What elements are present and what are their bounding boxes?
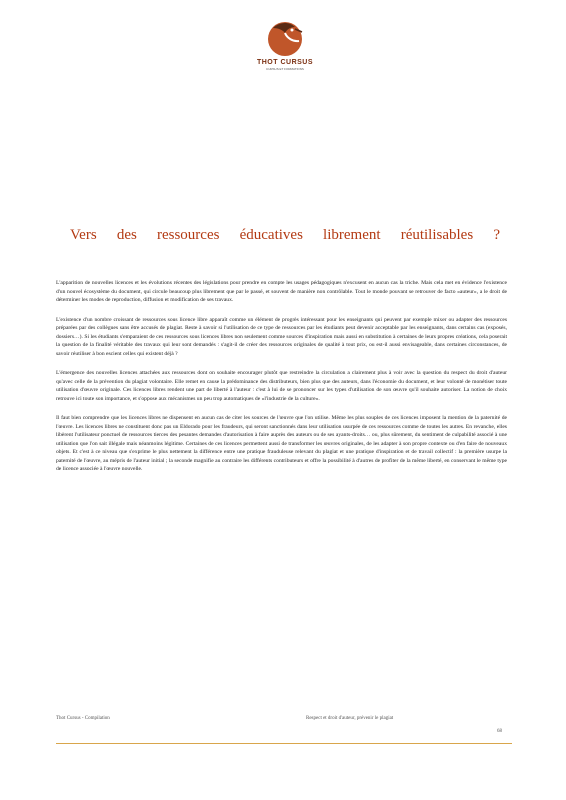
- footer-divider: [56, 743, 512, 744]
- footer-left-text: Thot Cursus - Compilation: [56, 716, 110, 721]
- brand-name: THOT CURSUS: [256, 59, 314, 66]
- paragraph: Il faut bien comprendre que les licences libres ne dispensent en aucun cas de citer les sources de l'œuvre que l'on utilise. Même les plus souples de ces licences imposent la mention de la paternité de l'œuvre. Les licences libres ne constituent donc pas un Eldorado pour les fraudeurs, qui seront sanctionnés dans leur utilisation usurpée de ces ressources comme de toutes les autres. En revanche, elles libèrent l'utilisateur ponctuel de ressources tierces des pesantes demandes d'autorisation à faire auprès des auteurs ou de ses ayants-droits… ou, plus sûrement, du sentiment de culpabilité associé à une utilisation que l'on sait illégale mais néanmoins légitime. Certaines de ces licences permettent aussi de transformer les œuvres originales, de les adapter à son propre contexte ou d'en faire de nouveaux objets. Et c'est à ce niveau que s'exprime le plus nettement la différence entre une pratique frauduleuse relevant du plagiat et une pratique d'inspiration et de travail collectif : la première usurpe la paternité de l'œuvre, au mépris de l'auteur initial ; la seconde magnifie au contraire les différents contributeurs et offre la possibilité à d'autres de profiter de la même liberté, en conservant le même type de licence associée à l'œuvre nouvelle.: [56, 415, 507, 472]
- paragraph: L'existence d'un nombre croissant de ressources sous licence libre apparaît comme un élément de progrès intéressant pour les enseignants qui peuvent par exemple mixer ou adapter des ressources préparées par des collègues sans être accusés de plagiat. Reste à savoir si l'utilisation de ce type de ressources par les étudiants peut devenir acceptable par les enseignants, dans certains cas (exposés, dossiers…). Si les étudiants s'emparaient de ces ressources sous licences libres non seulement comme sources d'inspiration mais aussi en substitution à certaines de leurs propres créations, cela poserait la question de la finalité véritable des travaux qui leur sont demandés : s'agit-il de créer des ressources originales de qualité à tout prix, ou est-il aussi envisageable, dans certaines circonstances, de savoir réutiliser à bon escient celles qui existent déjà ?: [56, 316, 507, 357]
- page-title: Vers des ressources éducatives librement réutilisables ?: [70, 227, 500, 243]
- paragraph: L'émergence des nouvelles licences attachées aux ressources dont on souhaite encourager plutôt que restreindre la circulation a clairement plus à voir avec la question du respect du droit d'auteur qu'avec celle de la prévention du plagiat volontaire. Elle remet en cause la prédominance des distributeurs, bien plus que des auteurs, dans l'économie du document, et leur volonté de monétiser toute utilisation d'œuvre originale. Ces licences libres rendent une part de liberté à l'auteur : c'est à lui de se prononcer sur les types d'utilisation de son œuvre qu'il souhaite autoriser. La notion de choix retrouve ici toute son importance, et s'oppose aux mécanismes un peu trop automatiques de «l'industrie de la culture».: [56, 370, 507, 402]
- thot-cursus-logo-icon: [265, 18, 305, 58]
- page-number: 68: [497, 729, 502, 734]
- paragraph: L'apparition de nouvelles licences et les évolutions récentes des législations pour prendre en compte les usages pédagogiques n'excusent en aucun cas la triche. Mais cela met en évidence l'existence d'un nouvel écosystème du document, qui circule beaucoup plus librement que par le passé, et souvent de manière non contrôlable. Tout le monde pouvant se retrouver de facto «auteur», a le droit de déterminer les modes de reproduction, diffusion et modification de ses travaux.: [56, 280, 507, 303]
- footer-middle-text: Respect et droit d'auteur, prévenir le plagiat: [306, 716, 394, 721]
- brand-tagline: CURSUS ET FORMATIONS: [266, 67, 304, 71]
- article-body: [56, 279, 507, 485]
- header-logo: [252, 18, 318, 76]
